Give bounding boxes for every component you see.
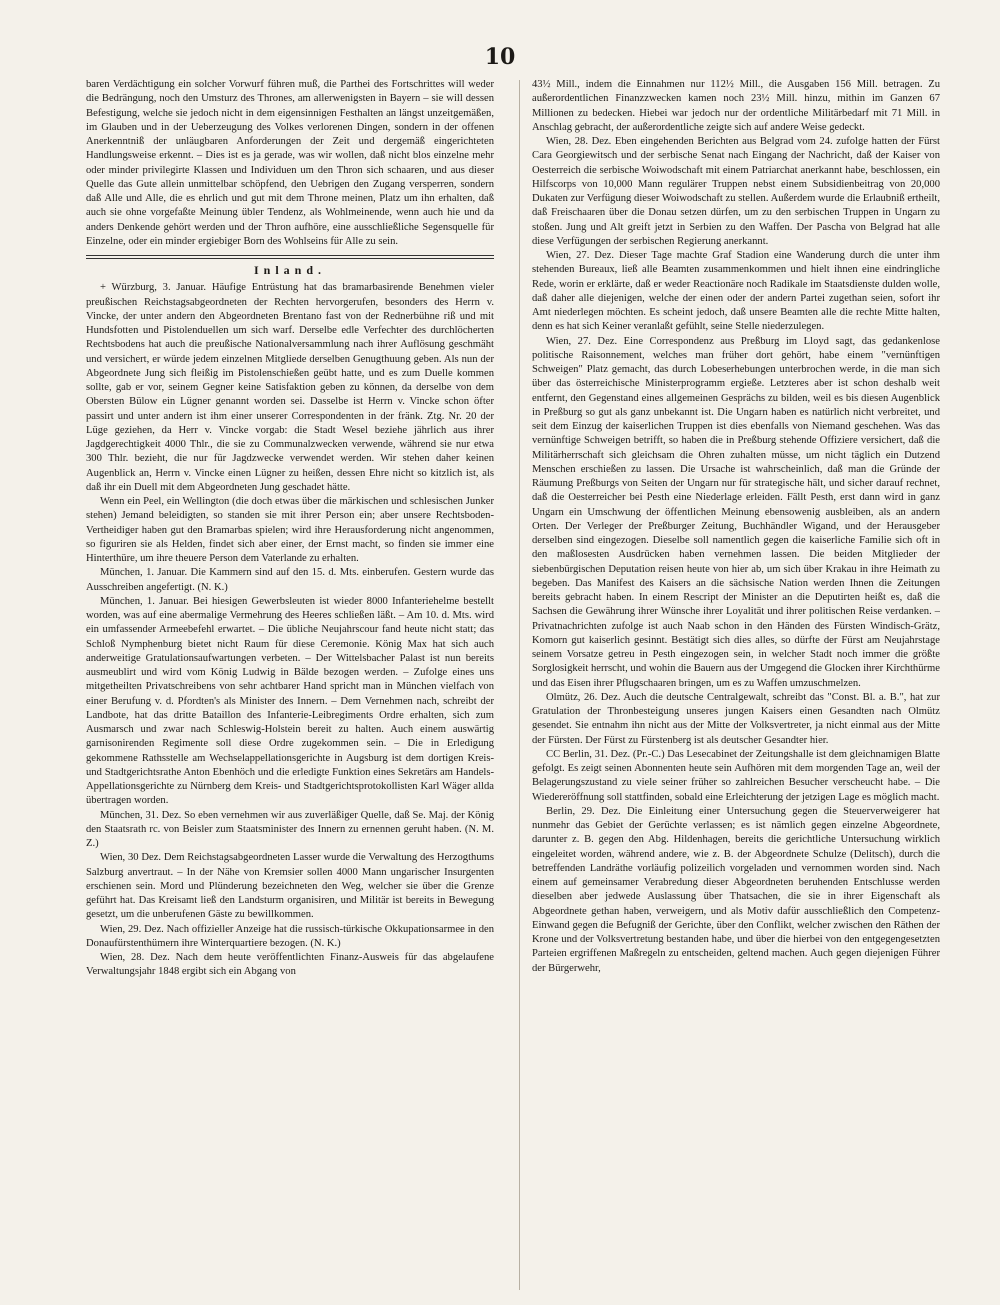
article-paragraph: Wien, 28. Dez. Eben eingehenden Berichten aus Belgrad vom 24. zufolge hatten der Fürst Cara Georgiewitsch und der serbische Senat nach Eingang der Nachricht, daß der Kaiser von Oesterreich die serbische Woiwodschaft mit einem Patriarchat anerkannt habe, beschlossen, ein Hilfscorps von 10,000 Mann regulärer Truppen nebst einem Subsidienbeitrag von 20,000 Dukaten zur Verfügung dieser Woiwodschaft zu stellen. Außerdem wurde die Erlaubniß ertheilt, daß Freischaaren über die Donau setzen dürfen, um zu den serbischen Truppen in Ungarn zu stoßen. Jung und Alt greift jetzt in Serbien zu den Waffen. Der Pascha von Belgrad hat alle diese Verfügungen der serbischen Regierung anerkannt.: [532, 136, 940, 247]
article-paragraph: Wien, 27. Dez. Eine Correspondenz aus Preßburg im Lloyd sagt, das gedankenlose politische Raisonnement, welches man früher dort gehört, habe einem "vernünftigen Schweigen" Platz gemacht, das durch Lobeserhebungen unterbrochen werde, in die man sich über das österreichische Ministerprogramm ergieße. Letzteres aber ist schon deshalb weit entfernt, den Gegenstand eines allgemeinen Gesprächs zu bilden, weil es bis diesen Augenblick in Preßburg so gut als ganz unbekannt ist. Die Ungarn haben es natürlich nicht verbreitet, und seit dem Einzug der kaiserlichen Truppen ist dies ebenfalls von Niemand geschehen. Was das vernünftige Schweigen betrifft, so haben die in Preßburg stehende Offiziere versichert, daß die Militärherrschaft sich gleichsam die Ohren zuhalten müsse, um nicht täglich ein Dutzend Menschen erschießen zu lassen. Die Ursache ist wahrscheinlich, daß man die Gründe der Räumung Preßburgs von Seiten der Ungarn nur für strategische hält, und sicher darauf rechnet, daß die Oesterreicher bei Pesth eine Niederlage erleiden. Fällt Pesth, erst dann wird in ganz Ungarn ein Umschwung der öffentlichen Meinung ebensowenig ausbleiben, als an andern Orten. Der Verleger der Preßburger Zeitung, Buchhändler Wigand, und der Herausgeber derselben sind eingezogen. Dieselbe soll namentlich gegen die kaiserliche Familie sich oft in den maßlosesten Ausdrücken haben vernehmen lassen. Die beiden Mitglieder der siebenbürgischen Deputation reisen heute von hier ab, um sich über Krakau in ihre Heimath zu begeben. Das Manifest des Kaisers an die sächsische Nation werden Ihnen die Zeitungen bereits gebracht haben. In einem Rescript der Minister an die Deputirten heißt es, daß die Sachsen die Gewährung ihrer Wünsche ihrer Loyalität und ihrer politischen Reise verdanken. – Privatnachrichten zufolge ist auch Naab schon in den Händen des Fürsten Windisch-Grätz, Komorn gut kaiserlich gesinnt. Bestätigt sich dies alles, so dürfte der Fürst am Neujahrstage seinem Vorsatze getreu in Pesth eingezogen sein, in welcher Stadt noch immer die größte Sorglosigkeit herrscht, und wohin die Bauern aus der Umgegend die Glocken ihrer Kirchthürme und das Eisen ihrer Pflugschaaren bringen, um es zu Waffen umzuschmelzen.: [532, 335, 940, 689]
article-paragraph: München, 31. Dez. So eben vernehmen wir aus zuverläßiger Quelle, daß Se. Maj. der König den Staatsrath rc. von Beisler zum Staatsminister des Innern zu ernennen geruht haben. (N. M. Z.): [86, 809, 494, 849]
article-paragraph: Wenn ein Peel, ein Wellington (die doch etwas über die märkischen und schlesischen Junker stehen) Jemand beleidigten, so standen sie mit ihrer Person ein; aber unsere Rechtsboden-Vertheidiger haben gut den Bramarbas spielen; wird ihre Herausforderung nicht angenommen, so figuriren sie als Helden, findet sich aber einer, der Ernst macht, so finden sie immer eine Hinterthüre, um ihre theuere Person dem Vaterlande zu erhalten.: [86, 496, 494, 564]
left-column-top-text: [86, 78, 494, 249]
article-paragraph: München, 1. Januar. Bei hiesigen Gewerbsleuten ist wieder 8000 Infanteriehelme bestellt worden, was auf eine abermalige Vermehrung des Heeres schließen läßt. – Am 10. d. Mts. wird ein umfassender Armeebefehl erwartet. – Die übliche Neujahrscour fand heute nicht statt; das Schloß Nymphenburg bietet nicht Raum für diese Ceremonie. König Max hat sich auch anderweitige Gratulationsaufwartungen verbeten. – Der Wittelsbacher Palast ist nun bereits ausmeublirt und wird vom König Ludwig in Bälde bezogen werden. – Zufolge eines uns mitgetheilten Privatschreibens von sehr achtbarer Hand spricht man in München vielfach von einer Berufung v. d. Pfordten's als Minister des Innern. – Dem Vernehmen nach, schreibt der Landbote, hat das dritte Bataillon des Infanterie-Leibregiments Ordre erhalten, sich zum Ausmarsch und zwar nach Schleswig-Holstein bereit zu halten. Auch einem auswärtig garnisonirenden Regimente soll diese Ordre zugekommen sein. – Die in Erledigung gekommene Rathsstelle am Wechselappellationsgerichte in Augsburg ist dem dortigen Kreis- und Stadtgerichtsrathe Anton Ebenhöch und die erledigte Funktion eines Sekretärs am Handels-Appellationsgerichte zu Nürnberg dem Kreis- und Stadtgerichtsprotokollisten Karl Wäger allda übertragen worden.: [86, 595, 494, 807]
article-paragraph: baren Verdächtigung ein solcher Vorwurf führen muß, die Parthei des Fortschrittes will weder die Bedrängung, noch den Umsturz des Thrones, am allerwenigsten in Bayern – sie will dessen Befestigung, welche sie jedoch nicht in dem eigensinnigen Festhalten an längst unzeitgemäßen, im Glauben und in der Ueberzeugung des Volkes verlorenen Dingen, sondern in der offenen Anerkenntniß der unläugbaren Anforderungen der Zeit und dergemäß eingerichteten Handlungsweise erkennt. – Dies ist es ja gerade, was wir wollen, daß nicht blos einzelne mehr oder minder privilegirte Klassen und Individuen um den Thron sich schaaren, und aus dieser Quelle das Gute allein unmittelbar schöpfend, den Uebrigen den Zugang versperren, sondern daß Alle und Alle, die es ehrlich und gut mit dem Throne meinen, Platz um ihn erhalten, daß auch sie ohne vorgefaßte Meinung übler Tendenz, als Wohlmeinende, wenn auch hie und da anders Denkende gehört werden und der Thron aufhöre, eine ausschließliche Segensquelle für Einzelne, oder ein minder ergiebiger Born des Wohlseins für Alle zu sein.: [86, 79, 494, 247]
article-paragraph: 43½ Mill., indem die Einnahmen nur 112½ Mill., die Ausgaben 156 Mill. betragen. Zu außerordentlichen Finanzzwecken kamen noch 23½ Mill. hinzu, mithin im Ganzen 67 Millionen zu bedecken. Hiebei war jedoch nur der ordentliche Militärbedarf mit 71 Mill. in Anschlag gebracht, der außerordentliche zeigte sich auf andere Weise gedeckt.: [532, 79, 940, 133]
section-divider: [86, 255, 494, 259]
left-column-articles: [86, 281, 494, 979]
article-paragraph: Berlin, 29. Dez. Die Einleitung einer Untersuchung gegen die Steuerverweigerer hat nunmehr das Gebiet der Gerüchte verlassen; es ist nämlich gegen einzelne Abgeordnete, darunter z. B. gegen den Abg. Hildenhagen, bereits die gerichtliche Untersuchung wirklich eingeleitet worden, während andere, wie z. B. der Abgeordnete Schulze (Delitsch), durch die betreffenden Landräthe vorläufig polizeilich vorgeladen und vernommen worden sind. Nach einem auf gemeinsamer Verabredung dieser Abgeordneten beruhenden Entschlusse werden dieselben aber jedwede Auslassung über Thatsachen, die sie in ihrer Eigenschaft als Abgeordnete gethan haben, verweigern, und als Motiv dafür ausschließlich den Competenz-Einwand gegen die Befugniß der Gerichte, über den Conflikt, welcher zwischen den Räthen der Krone und der Volksvertretung bestanden habe, und über die hierbei von den entgegengesetzten Parteien ergriffenen Maßregeln zu entscheiden, geltend machen. Auch gegen diejenigen Führer der Bürgerwehr,: [532, 805, 940, 974]
page-number: 10: [484, 44, 516, 70]
column-divider: [519, 80, 520, 1290]
article-paragraph: Wien, 27. Dez. Dieser Tage machte Graf Stadion eine Wanderung durch die unter ihm stehenden Bureaux, ließ alle Beamten zusammenkommen und hielt ihnen eine eindringliche Rede, worin er erklärte, daß er weder Reactionäre noch Radikale im Staatsdienste dulden wolle, daß daher alle diejenigen, welche der einen oder der andern Partei zugethan seien, sofort ihr Amt niederlegen möchten. Es scheint jedoch, daß unsere Beamten alle die rechte Mitte halten, denn es hat sich Keiner veranlaßt gefühlt, seine Stelle niederzulegen.: [532, 250, 940, 333]
article-paragraph: Olmütz, 26. Dez. Auch die deutsche Centralgewalt, schreibt das "Const. Bl. a. B.", hat zur Gratulation der Thronbesteigung unseres jungen Kaisers einen Gesandten nach Olmütz gesendet. Sie entnahm ihn nicht aus der Mitte der Volksvertreter, ja nicht einmal aus der Mitte der Fürsten. Der Fürst zu Fürstenberg ist als deutscher Gesandter hier.: [532, 691, 940, 746]
left-column: [86, 78, 494, 1293]
right-column: [532, 78, 940, 1293]
article-paragraph: CC Berlin, 31. Dez. (Pr.-C.) Das Lesecabinet der Zeitungshalle ist dem gleichnamigen Blatte gefolgt. Es zeigt seinen Abonnenten heute sein Aufhören mit dem morgenden Tage an, weil der Belagerungszustand zu viele seiner früher so zahlreichen Besucher verscheucht habe. – Die Wiedereröffnung soll stattfinden, sobald eine Erleichterung der jetzigen Lage es möglich macht.: [532, 748, 940, 803]
article-paragraph: Wien, 30 Dez. Dem Reichstagsabgeordneten Lasser wurde die Verwaltung des Herzogthums Salzburg anvertraut. – In der Nähe von Kremsier sollen 4000 Mann ungarischer Insurgenten erschienen sein. Mord und Plünderung bezeichneten den Weg, welcher sie über die Grenze geführt hat. Das Kreisamt ließ den Landsturm organisiren, und Militär ist bereits in Bewegung gesetzt, um die unberufenen Gäste zu bewillkommen.: [86, 852, 494, 921]
right-column-articles: [532, 78, 940, 976]
article-paragraph: Wien, 28. Dez. Nach dem heute veröffentlichten Finanz-Ausweis für das abgelaufene Verwaltungsjahr 1848 ergibt sich ein Abgang von: [86, 952, 494, 978]
section-title-inland: Inland.: [253, 263, 327, 277]
article-paragraph: München, 1. Januar. Die Kammern sind auf den 15. d. Mts. einberufen. Gestern wurde das Ausschreiben angefertigt. (N. K.): [86, 567, 494, 593]
article-paragraph: + Würzburg, 3. Januar. Häufige Entrüstung hat das bramarbasirende Benehmen vieler preußischen Reichstagsabgeordneten der Rechten hervorgerufen, besonders des Herrn v. Vincke, der unter andern den Abgeordneten Brentano fast von der Rednerbühne riß und mit Hundsfotten und Pistolenduellen um sich warf. Derselbe edle Verfechter des durchlöcherten Rechtsbodens hat auch die preußische Nationalversammlung nach ihrer Auflösung geschmäht und versichert, er würde jedem einzelnen Mitgliede derselben Genugthuung geben. Als nun der Abgeordnete Jung sich fleißig im Pistolenschießen geübt hatte, und es zum Duelle kommen sollte, gab er vor, seinem Gegner keine Satisfaktion geben zu können, da derselbe von dem Obersten Bülow ein Lügner genannt worden sei. Dasselbe ist Herrn v. Vincke schon öfter passirt und unter andern ist ihm einer unserer Correspondenten in der fränk. Ztg. Nr. 20 der Lüge geziehen, da Herr v. Vincke vorgab: die Stadt Wesel beziehe jährlich aus ihrer Jagdgerechtigkeit 4000 Thlr., die sie zu Communalzwecken verwende, während sie nur etwa 300 Thlr. bezieht, die nur für Jagdzwecke verwendet werden. Wir stehen daher keinen Augenblick an, Herrn v. Vincke einen Lügner zu heißen, dessen Ehre nicht so kitzlich ist, als daß ihr ein Duell mit dem Abgeordneten Jung geschadet hätte.: [86, 282, 494, 493]
article-paragraph: Wien, 29. Dez. Nach offizieller Anzeige hat die russisch-türkische Okkupationsarmee in den Donaufürstenthümern ihre Winterquartiere bezogen. (N. K.): [86, 923, 494, 949]
